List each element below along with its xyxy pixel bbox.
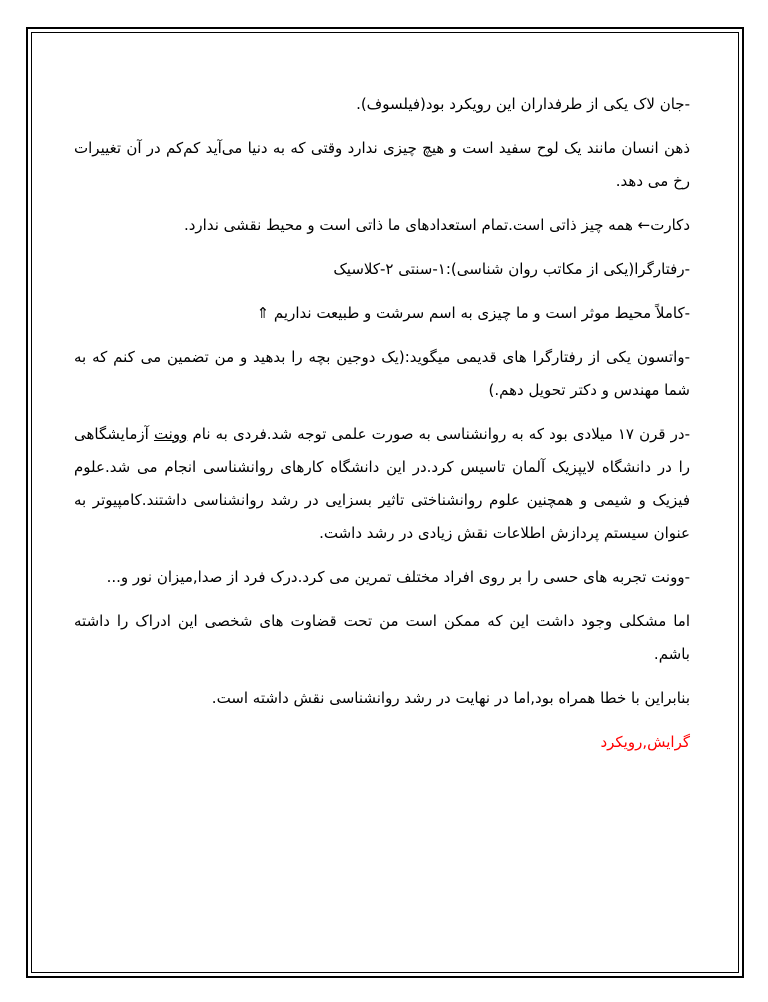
wundt-name: وونت bbox=[153, 425, 188, 443]
paragraph-problem: اما مشکلی وجود داشت این که ممکن است من تحت قضاوت های شخصی این ادراک را داشته باشم. bbox=[74, 612, 690, 663]
wundt-text-after: آزمایشگاهی را در دانشگاه لایپزیک آلمان تاسیس کرد.در این دانشگاه کارهای روانشناسی انجام می شد.علوم فیزیک و شیمی و همچنین علوم روانشناختی تاثیر بسزایی در رشد روانشناسی داشتند.کامپیوتر به عنوان سیستم پردازش اطلاعات نقش زیادی در رشد داشت. bbox=[74, 425, 690, 542]
paragraph-watson: -واتسون یکی از رفتارگرا های قدیمی میگوید:(یک دوجین بچه را بدهید و من تضمین می کنم که به شما مهندس و دکتر تحویل دهم.) bbox=[74, 348, 690, 399]
paragraph-tabula-rasa: ذهن انسان مانند یک لوح سفید است و هیچ چیزی ندارد وقتی که به دنیا می‌آید کم‌کم در آن تغییرات رخ می دهد. bbox=[74, 139, 690, 190]
paragraph-wundt-lab bbox=[74, 418, 690, 550]
wundt-text-before: -در قرن ۱۷ میلادی بود که به روانشناسی به صورت علمی توجه شد.فردی به نام bbox=[187, 425, 690, 443]
paragraph-conclusion: بنابراین با خطا همراه بود,اما در نهایت در رشد روانشناسی نقش داشته است. bbox=[211, 689, 690, 707]
paragraph-locke: -جان لاک یکی از طرفداران این رویکرد بود(فیلسوف). bbox=[356, 95, 690, 113]
paragraph-behaviorism: -رفتارگرا(یکی از مکاتب روان شناسی):۱-سنتی ۲-کلاسیک bbox=[333, 260, 690, 278]
paragraph-wundt-sensory: -وونت تجربه های حسی را بر روی افراد مختلف تمرین می کرد.درک فرد از صدا,میزان نور و... bbox=[106, 568, 690, 586]
paragraph-environment: -کاملاً محیط موثر است و ما چیزی به اسم سرشت و طبیعت نداریم ⇑ bbox=[256, 304, 690, 322]
paragraph-descartes: دکارت← همه چیز ذاتی است.تمام استعدادهای ما ذاتی است و محیط نقشی ندارد. bbox=[183, 216, 690, 234]
red-heading: گرایش,رویکرد bbox=[600, 733, 690, 751]
document-body bbox=[74, 88, 690, 770]
